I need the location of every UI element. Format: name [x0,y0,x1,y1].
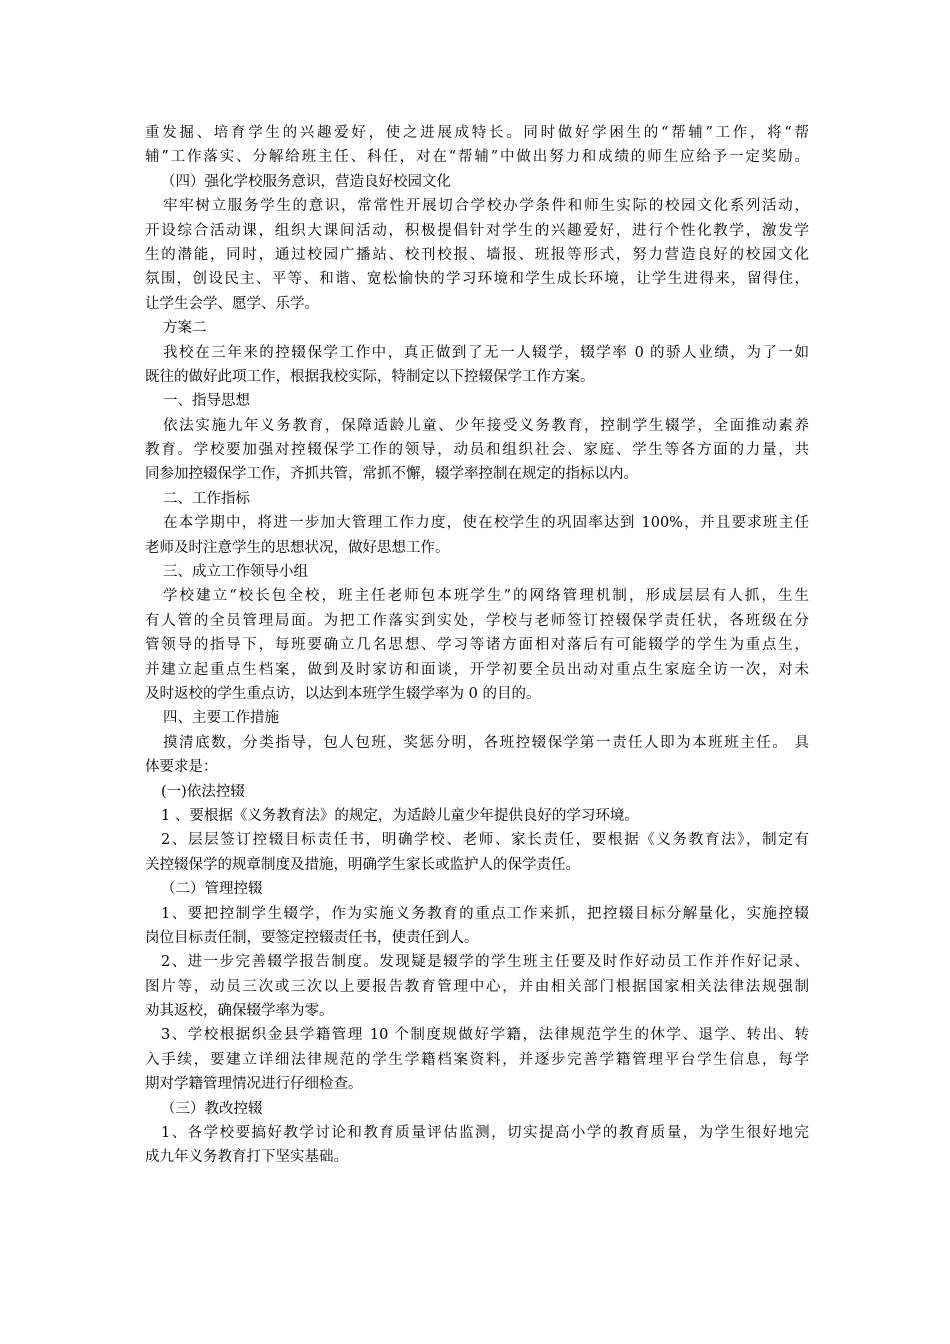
text-line: 成九年义务教育打下坚实基础。 [145,1149,348,1166]
text-line: （三）教改控辍 [161,1100,263,1117]
text-line: 生的潜能，同时，通过校园广播站、校刊校报、墙报、班报等形式，努力营造良好的校园文化 [145,246,809,263]
text-line: 一、指导思想 [163,393,250,410]
text-line: 氛围，创设民主、平等、和谐、宽松愉快的学习环境和学生成长环境，让学生进得来，留得住， [145,271,809,288]
text-line: 开设综合活动课，组织大课间活动，积极提倡针对学生的兴趣爱好，进行个性化教学，激发学 [145,222,809,239]
text-line: 摸清底数，分类指导，包人包班，奖惩分明，各班控辍保学第一责任人即为本班班主任。 具 [163,734,809,751]
text-line: 岗位目标责任制，要签定控辍责任书，使责任到人。 [145,929,479,946]
text-line: 有人管的全员管理局面。为把工作落实到实处，学校与老师签订控辍保学责任状，各班级在分 [145,612,809,629]
text-line: 3、学校根据织金县学籍管理 10 个制度规做好学籍，法律规范学生的休学、退学、转出、转 [161,1027,809,1044]
text-line: 2、进一步完善辍学报告制度。发现疑是辍学的学生班主任要及时作好动员工作并作好记录、 [161,954,809,971]
text-line: 入手续，要建立详细法律规范的学生学籍档案资料，并逐步完善学籍管理平台学生信息，每学 [145,1051,809,1068]
text-line: 让学生会学、愿学、乐学。 [145,295,319,312]
text-line: 及时返校的学生重点访，以达到本班学生辍学率为 0 的目的。 [145,685,541,702]
text-line: 1、要把控制学生辍学，作为实施义务教育的重点工作来抓，把控辍目标分解量化，实施控辍 [161,905,809,922]
text-line: 既往的做好此项工作，根据我校实际，特制定以下控辍保学工作方案。 [145,368,595,385]
text-line: 图片等，动员三次或三次以上要报告教育管理中心，并由相关部门根据国家相关法律法规强制 [145,978,809,995]
text-line: 1 、要根据《义务教育法》的规定，为适龄儿童少年提供良好的学习环境。 [161,807,639,824]
text-line: 教育。学校要加强对控辍保学工作的领导，动员和组织社会、家庭、学生等各方面的力量，共 [145,442,809,459]
text-line: 我校在三年来的控辍保学工作中，真正做到了无一人辍学，辍学率 0 的骄人业绩，为了一如 [163,344,809,361]
text-line: 牢牢树立服务学生的意识，常常性开展切合学校办学条件和师生实际的校园文化系列活动， [163,198,809,215]
text-line: （四）强化学校服务意识，营造良好校园文化 [161,173,451,190]
text-line: 四、主要工作措施 [163,710,279,727]
text-line: 劝其返校，确保辍学率为零。 [145,1003,334,1020]
text-line: 学校建立“校长包全校，班主任老师包本班学生”的网络管理机制，形成层层有人抓，生生 [163,588,809,605]
text-line: 在本学期中，将进一步加大管理工作力度，使在校学生的巩固率达到 100%，并且要求班主任 [163,515,809,532]
text-line: 1、各学校要搞好教学讨论和教育质量评估监测，切实提高小学的教育质量，为学生很好地完 [161,1125,809,1142]
text-line: 方案二 [163,320,207,337]
text-line: 重发掘、培育学生的兴趣爱好，使之进展成特长。同时做好学困生的“帮辅”工作，将“帮 [145,125,809,141]
text-line: 期对学籍管理情况进行仔细检查。 [145,1076,363,1093]
text-line: 2、层层签订控辍目标责任书，明确学校、老师、家长责任，要根据《义务教育法》，制定有 [161,832,809,849]
text-line: 管领导的指导下，每班要确立几名思想、学习等诸方面相对落后有可能辍学的学生为重点生， [145,637,809,654]
text-line: 老师及时注意学生的思想状况，做好思想工作。 [145,539,450,556]
text-line: （二）管理控辍 [161,881,263,898]
text-line: 二、工作指标 [163,490,250,507]
text-line: 依法实施九年义务教育，保障适龄儿童、少年接受义务教育，控制学生辍学，全面推动素养 [163,417,809,434]
text-line: 辅”工作落实、分解给班主任、科任，对在“帮辅”中做出努力和成绩的师生应给予一定奖励。 [145,149,809,166]
text-line: 并建立起重点生档案，做到及时家访和面谈，开学初要全员出动对重点生家庭全访一次，对未 [145,661,809,678]
text-line: 体要求是： [145,759,218,776]
text-line: 三、成立工作领导小组 [163,564,308,581]
text-line: 关控辍保学的规章制度及措施，明确学生家长或监护人的保学责任。 [145,856,580,873]
text-line: 同参加控辍保学工作，齐抓共管，常抓不懈，辍学率控制在规定的指标以内。 [145,466,638,483]
text-line: (一)依法控辍 [161,783,245,800]
document-body [145,121,809,1170]
